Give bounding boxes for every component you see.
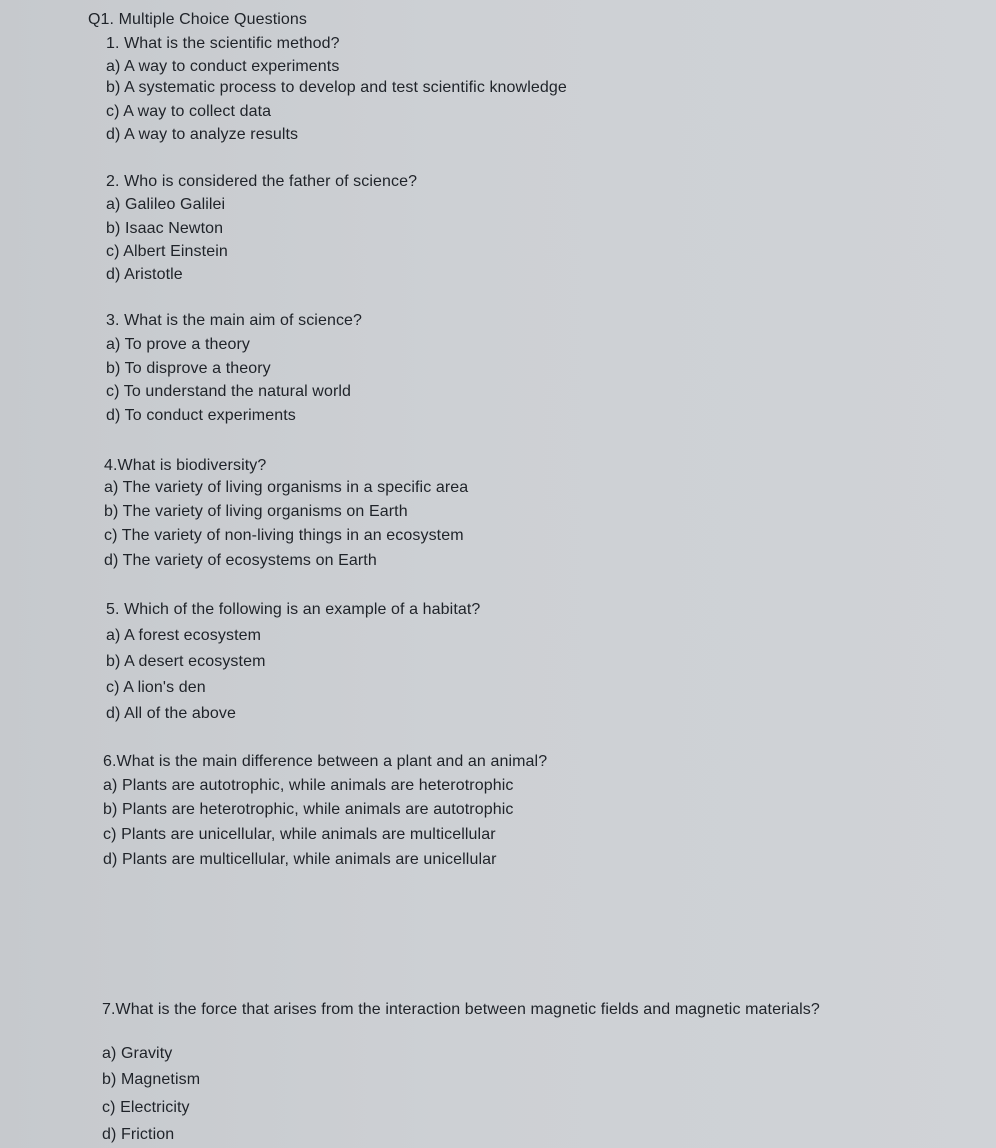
answer-option: a) To prove a theory	[106, 336, 251, 353]
question-text: 1. What is the scientific method?	[106, 35, 340, 52]
answer-option: d) To conduct experiments	[106, 407, 296, 424]
question-text: 2. Who is considered the father of science?	[106, 173, 418, 190]
answer-option: c) A way to collect data	[106, 103, 272, 120]
answer-option: b) A desert ecosystem	[106, 653, 266, 670]
answer-option: c) To understand the natural world	[106, 383, 352, 400]
answer-option: b) To disprove a theory	[106, 360, 271, 377]
answer-option: c) Electricity	[102, 1099, 190, 1116]
answer-option: c) Albert Einstein	[106, 243, 228, 260]
answer-option: a) Galileo Galilei	[106, 196, 226, 213]
answer-option: a) A forest ecosystem	[106, 627, 262, 644]
answer-option: a) A way to conduct experiments	[106, 58, 340, 75]
answer-option: b) Isaac Newton	[106, 220, 224, 237]
answer-option: d) Aristotle	[106, 266, 183, 283]
question-text: 3. What is the main aim of science?	[106, 312, 363, 329]
answer-option: a) Plants are autotrophic, while animals are heterotrophic	[103, 777, 514, 794]
question-text: 7.What is the force that arises from the interaction between magnetic fields and magnetic materials?	[102, 1001, 820, 1018]
answer-option: d) Plants are multicellular, while animals are unicellular	[103, 851, 497, 868]
answer-option: b) Plants are heterotrophic, while animals are autotrophic	[103, 801, 514, 818]
answer-option: d) Friction	[102, 1126, 175, 1143]
answer-option: c) Plants are unicellular, while animals are multicellular	[103, 826, 496, 843]
answer-option: a) The variety of living organisms in a specific area	[104, 479, 469, 496]
answer-option: c) A lion's den	[106, 679, 206, 696]
answer-option: c) The variety of non-living things in an ecosystem	[104, 527, 464, 544]
answer-option: b) Magnetism	[102, 1071, 201, 1088]
answer-option: b) A systematic process to develop and test scientific knowledge	[106, 79, 567, 96]
answer-option: a) Gravity	[102, 1045, 173, 1062]
answer-option: d) All of the above	[106, 705, 236, 722]
answer-option: b) The variety of living organisms on Earth	[104, 503, 408, 520]
question-text: 6.What is the main difference between a plant and an animal?	[103, 753, 548, 770]
question-text: 4.What is biodiversity?	[104, 457, 267, 474]
section-title: Q1. Multiple Choice Questions	[88, 11, 308, 28]
answer-option: d) The variety of ecosystems on Earth	[104, 552, 377, 569]
answer-option: d) A way to analyze results	[106, 126, 299, 143]
question-text: 5. Which of the following is an example of a habitat?	[106, 601, 481, 618]
